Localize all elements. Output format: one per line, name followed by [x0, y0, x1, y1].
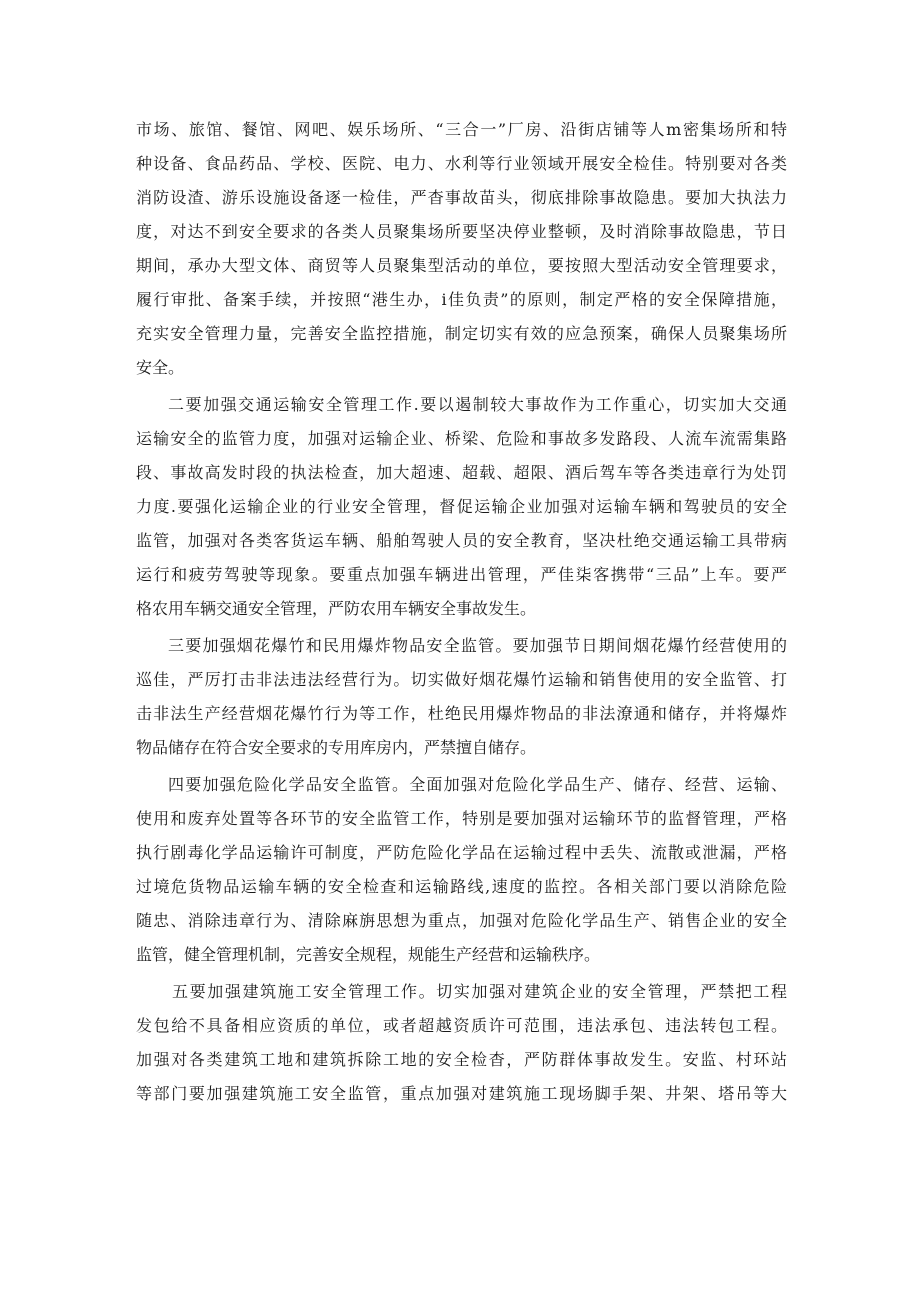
- text-line: 加强对各类建筑工地和建筑拆除工地的安全检杳，严防群体事故发生。安监、村环站: [136, 1050, 787, 1069]
- text-line: 度，对达不到安全要求的各类人员聚集场所要坚决停业整顿，及时消除事故隐患，节日: [136, 222, 787, 241]
- text-line: 安全。: [136, 358, 185, 377]
- paragraph: [136, 113, 787, 385]
- text-line: 击非法生产经营烟花爆竹行为等工作，杜绝民用爆炸物品的非法潦通和储存，并将爆炸: [136, 704, 787, 723]
- text-line: 随忠、消除违章行为、清除麻旃思想为重点，加强对危险化学品生产、销售企业的安全: [136, 911, 787, 930]
- text-line: 过境危货物品运输车辆的安全检查和运输路线,速度的监控。各相关部门要以消除危险: [136, 877, 787, 896]
- text-line: 消防设渣、游乐设施设备逐一检佳，严杳事故苗头，彻底排除事故隐患。要加大执法力: [136, 188, 787, 207]
- text-line: 巡佳，严厉打击非法违法经营行为。切实做好烟花爆竹运输和销售使用的安全监管、打: [136, 670, 787, 689]
- text-line: 物品储存在符合安全要求的专用库房内，严禁擅自储存。: [136, 738, 537, 757]
- text-line: 四要加强危险化学品安全监管。全面加强对危险化学品生产、储存、经营、运输、: [168, 775, 787, 794]
- text-line: 执行剧毒化学品运输许可制度，严防危险化学品在运输过程中丢失、流散或泄漏，严格: [136, 843, 787, 862]
- document-body: [136, 113, 787, 1111]
- text-line: 三要加强烟花爆竹和民用爆炸物品安全监管。要加强节日期间烟花爆竹经营使用的: [168, 636, 787, 655]
- paragraph: [136, 768, 787, 972]
- text-line: 履行审批、备案手续，并按照“港生办，i佳负责”的原则，制定严格的安全保障措施，: [136, 290, 787, 309]
- text-line: 期间，承办大型文体、商贸等人员聚集型活动的单位，要按照大型活动安全管理要求，: [136, 256, 787, 275]
- text-line: 监管，加强对各类客货运车辆、船舶驾驶人员的安全教育，坚决杜绝交通运输工具带病: [136, 531, 787, 550]
- text-line: 使用和废弃处置等各环节的安全监管工作，特别是要加强对运输环节的监督管理，严格: [136, 809, 787, 828]
- text-line: 五要加强建筑施工安全管理工作。切实加强对建筑企业的安全管理，严禁把工程: [172, 982, 787, 1001]
- text-line: 格农用车辆交通安全管理，严防农用车辆安全事故发生。: [136, 599, 537, 618]
- text-line: 发包给不具备相应资质的单位，或者超越资质许可范围，违法承包、违法转包工程。: [136, 1016, 787, 1035]
- text-line: 市场、旅馆、餐馆、网吧、娱乐场所、“三合一”厂房、沿街店铺等人m密集场所和特: [136, 120, 787, 139]
- text-line: 充实安全管理力量，完善安全监控措施，制定切实有效的应急预案，确保人员聚集场所: [136, 324, 787, 343]
- paragraph: [136, 388, 787, 626]
- text-line: 力度.要强化运输企业的行业安全管理，督促运输企业加强对运输车辆和驾驶员的安全: [136, 497, 787, 516]
- text-line: 二要加强交通运输安全管理工作.要以遏制较大事故作为工作重心，切实加大交通: [168, 395, 787, 414]
- text-line: 运行和疲劳驾驶等现象。要重点加强车辆进出管理，严佳柒客携带“三品”上车。要严: [136, 565, 787, 584]
- text-line: 监管，健全管理机制，完善安全规程，规能生产经营和运输秩序。: [136, 945, 601, 964]
- text-line: 等部门要加强建筑施工安全监管，重点加强对建筑施工现场脚手架、井架、塔吊等大: [136, 1084, 787, 1103]
- text-line: 段、事故高发时段的执法检查，加大超速、超载、超限、酒后驾车等各类违章行为处罚: [136, 463, 787, 482]
- paragraph: [136, 975, 787, 1111]
- text-line: 运输安全的监管力度，加强对运输企业、桥梁、危险和事故多发路段、人流车流需集路: [136, 429, 787, 448]
- paragraph: [136, 629, 787, 765]
- text-line: 种设备、食品药品、学校、医院、电力、水利等行业领域开展安全检佳。特别要对各类: [136, 154, 787, 173]
